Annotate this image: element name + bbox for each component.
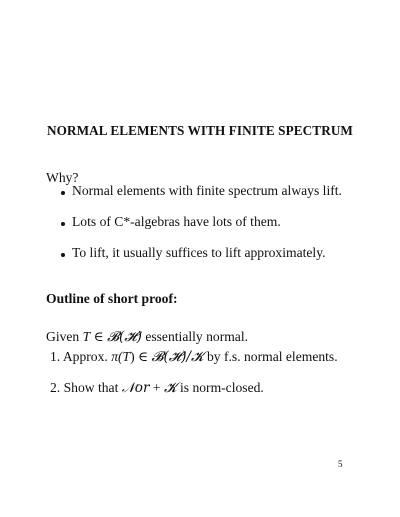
step-prefix: Approx.: [62, 349, 112, 364]
bullet-text: Lots of C*-algebras have lots of them.: [72, 214, 281, 229]
operator-t: T: [82, 329, 91, 344]
step-number: 1.: [50, 349, 61, 364]
step-number: 2.: [50, 380, 61, 395]
step-suffix: by f.s. normal elements.: [203, 349, 338, 364]
why-label: Why?: [46, 170, 79, 185]
plus-symbol: +: [149, 380, 164, 395]
slide-title: NORMAL ELEMENTS WITH FINITE SPECTRUM: [47, 123, 353, 138]
bullet-dot-icon: [61, 253, 65, 257]
given-line: [46, 329, 248, 345]
element-of-symbol: ∈: [134, 349, 152, 364]
step-prefix: Show that: [63, 380, 122, 395]
bounded-operators-symbol: 𝓑(𝓗): [107, 329, 142, 345]
bullet-text: Normal elements with finite spectrum always lift.: [72, 183, 342, 198]
operator-t: T: [122, 349, 131, 364]
given-suffix: essentially normal.: [141, 329, 249, 344]
element-of-symbol: ∈: [90, 329, 108, 344]
page-number: 5: [338, 459, 343, 469]
outline-heading: Outline of short proof:: [46, 291, 178, 306]
bullet-dot-icon: [61, 222, 65, 226]
compact-operators-symbol: 𝓚: [163, 380, 177, 396]
proof-step-2: [50, 380, 264, 396]
bullet-dot-icon: [61, 191, 65, 195]
close-paren: ): [130, 349, 135, 364]
step-suffix: is norm-closed.: [176, 380, 264, 395]
normal-set-symbol: 𝒩or: [121, 380, 150, 396]
pi-symbol: π(: [111, 349, 123, 364]
bullet-text: To lift, it usually suffices to lift approximately.: [72, 245, 326, 260]
proof-step-1: [50, 349, 338, 365]
given-prefix: Given: [46, 329, 83, 344]
calkin-algebra-symbol: 𝓑(𝓗)/𝓚: [151, 349, 204, 365]
